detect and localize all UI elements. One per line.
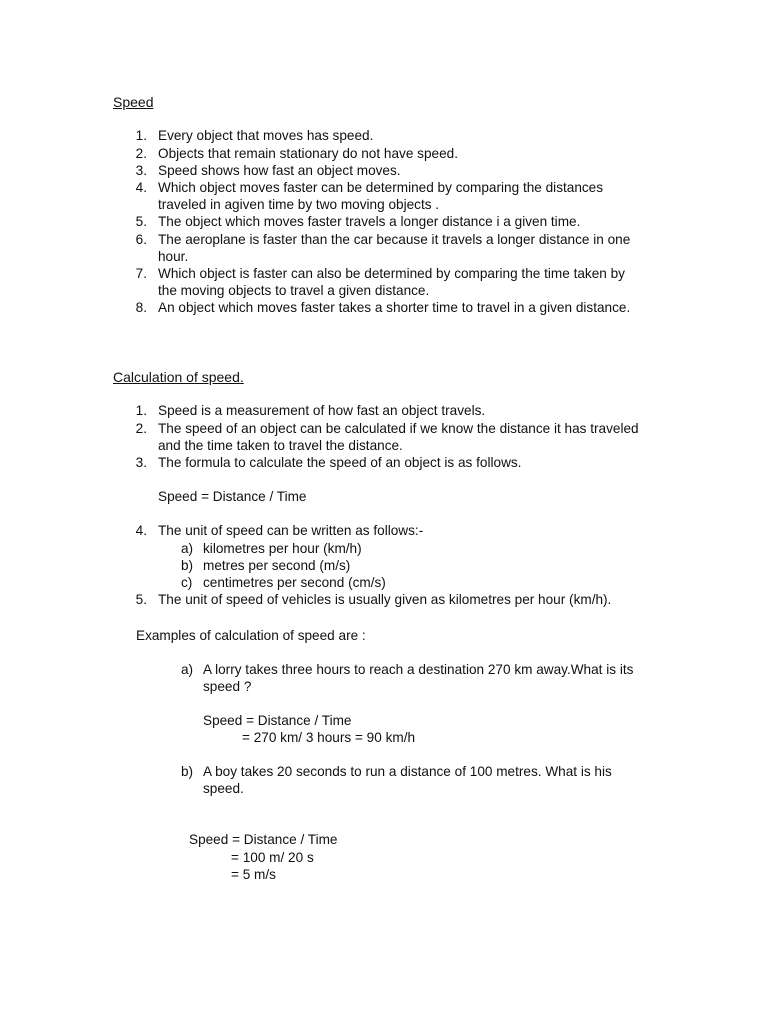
- list-number: 4.: [135, 180, 147, 195]
- list-text: hour.: [158, 249, 189, 264]
- example-text: speed ?: [203, 679, 252, 694]
- example-text: A lorry takes three hours to reach a destination 270 km away.What is its: [203, 662, 634, 677]
- list-text: and the time taken to travel the distance.: [158, 438, 403, 453]
- list-number: 6.: [135, 232, 147, 247]
- example-text: A boy takes 20 seconds to run a distance of 100 metres. What is his: [203, 764, 612, 779]
- list-number: 1.: [135, 403, 147, 418]
- list-number: 8.: [135, 300, 147, 315]
- list-text: An object which moves faster takes a shorter time to travel in a given distance.: [158, 300, 631, 315]
- list-number: 5.: [135, 592, 147, 607]
- example-label: a): [181, 662, 194, 677]
- speed-formula: Speed = Distance / Time: [158, 489, 307, 504]
- list-number: 5.: [135, 214, 147, 229]
- list-text: Speed shows how fast an object moves.: [158, 163, 401, 178]
- list-text: Objects that remain stationary do not have speed.: [158, 146, 458, 161]
- list-text: Which object is faster can also be determined by comparing the time taken by: [158, 266, 625, 281]
- example-calc: Speed = Distance / Time: [189, 832, 338, 847]
- list-text: The aeroplane is faster than the car because it travels a longer distance in one: [158, 232, 631, 247]
- list-number: 3.: [135, 163, 147, 178]
- section-heading-speed: Speed: [113, 94, 154, 110]
- list-number: 4.: [135, 523, 147, 538]
- list-text: The object which moves faster travels a longer distance i a given time.: [158, 214, 581, 229]
- sub-text: kilometres per hour (km/h): [203, 541, 362, 556]
- example-calc: = 100 m/ 20 s: [231, 850, 314, 865]
- list-text: the moving objects to travel a given distance.: [158, 283, 430, 298]
- list-text: Which object moves faster can be determined by comparing the distances: [158, 180, 604, 195]
- list-text: Every object that moves has speed.: [158, 128, 374, 143]
- list-text: The unit of speed of vehicles is usually given as kilometres per hour (km/h).: [158, 592, 612, 607]
- list-number: 3.: [135, 455, 147, 470]
- list-text: traveled in agiven time by two moving objects .: [158, 197, 440, 212]
- list-text: The speed of an object can be calculated if we know the distance it has traveled: [158, 421, 639, 436]
- list-number: 1.: [135, 128, 147, 143]
- list-text: Speed is a measurement of how fast an object travels.: [158, 403, 486, 418]
- example-text: speed.: [203, 781, 244, 796]
- list-text: The unit of speed can be written as follows:-: [158, 523, 424, 538]
- sub-text: metres per second (m/s): [203, 558, 351, 573]
- sub-label: b): [181, 558, 194, 573]
- list-number: 7.: [135, 266, 147, 281]
- list-number: 2.: [135, 146, 147, 161]
- example-calc: = 270 km/ 3 hours = 90 km/h: [242, 730, 416, 745]
- sub-label: c): [181, 575, 193, 590]
- section-heading-calculation: Calculation of speed.: [113, 369, 244, 385]
- example-calc: = 5 m/s: [231, 867, 276, 882]
- example-label: b): [181, 764, 194, 779]
- example-calc: Speed = Distance / Time: [203, 713, 352, 728]
- examples-intro: Examples of calculation of speed are :: [136, 628, 366, 643]
- sub-label: a): [181, 541, 194, 556]
- list-number: 2.: [135, 421, 147, 436]
- list-text: The formula to calculate the speed of an object is as follows.: [158, 455, 522, 470]
- sub-text: centimetres per second (cm/s): [203, 575, 386, 590]
